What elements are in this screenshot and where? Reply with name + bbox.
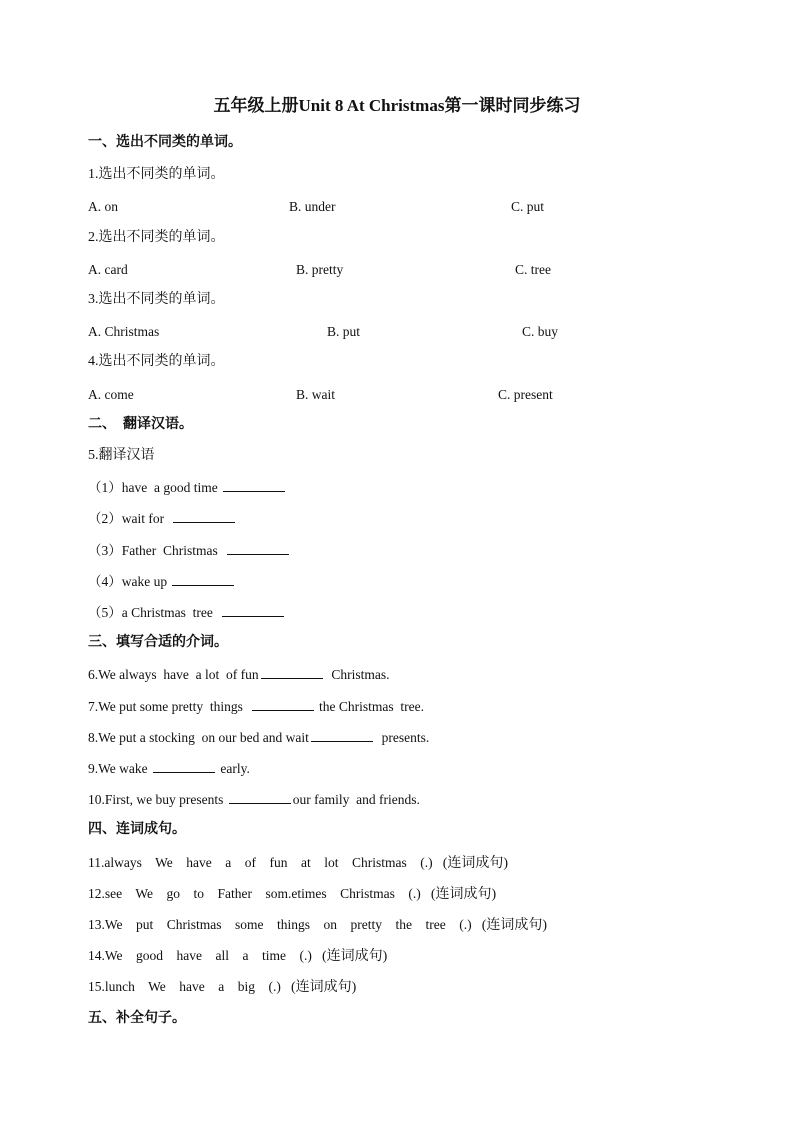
instruction-tag: (连词成句) — [321, 949, 388, 964]
question-stem: 4.选出不同类的单词。 — [88, 354, 225, 369]
answer-blank[interactable] — [153, 760, 215, 773]
section-heading-3: 三、填写合适的介词。 — [88, 635, 228, 650]
instruction-tag: (连词成句) — [430, 887, 497, 902]
answer-blank[interactable] — [173, 510, 235, 523]
word-order-item — [88, 885, 496, 904]
answer-blank[interactable] — [311, 729, 373, 742]
sentence-start: 8.We put a stocking on our bed and wait — [88, 730, 309, 745]
option-a: A. Christmas — [88, 324, 160, 339]
fill-in-sentence — [88, 729, 429, 747]
answer-blank[interactable] — [252, 698, 314, 711]
fill-in-sentence — [88, 666, 390, 684]
question-stem: 5.翻译汉语 — [88, 448, 155, 463]
section-heading-2: 二、 翻译汉语。 — [88, 417, 193, 432]
option-b: B. pretty — [296, 262, 344, 277]
answer-blank[interactable] — [229, 791, 291, 804]
item-text: Father Christmas — [121, 543, 225, 558]
question-stem: 1.选出不同类的单词。 — [88, 167, 225, 182]
scrambled-words: 14.We good have all a time (.) — [88, 948, 312, 963]
option-a: A. card — [88, 262, 128, 277]
option-c: C. present — [498, 387, 553, 402]
item-number: （5） — [88, 605, 122, 620]
translation-item — [88, 542, 291, 560]
sentence-start: 10.First, we buy presents — [88, 792, 227, 807]
word-order-item — [88, 916, 547, 935]
instruction-tag: (连词成句) — [481, 918, 548, 933]
item-number: （4） — [88, 574, 122, 589]
translation-item — [88, 604, 286, 622]
word-order-item — [88, 978, 356, 997]
scrambled-words: 13.We put Christmas some things on pretty the tree (.) — [88, 917, 472, 932]
item-number: （2） — [88, 511, 122, 526]
answer-blank[interactable] — [222, 604, 284, 617]
fill-in-sentence — [88, 760, 250, 778]
sentence-end: Christmas. — [324, 667, 390, 682]
answer-blank[interactable] — [172, 573, 234, 586]
sentence-end: presents. — [374, 730, 430, 745]
sentence-end: early. — [217, 761, 250, 776]
item-text: wake up — [121, 574, 171, 589]
answer-blank[interactable] — [223, 479, 285, 492]
translation-item — [88, 573, 236, 591]
item-text: a Christmas tree — [121, 605, 220, 620]
scrambled-words: 11.always We have a of fun at lot Christmas (.) — [88, 855, 433, 870]
sentence-end: our family and friends. — [292, 792, 420, 807]
option-a: A. come — [88, 387, 134, 402]
option-c: C. put — [511, 199, 545, 214]
word-order-item — [88, 854, 508, 873]
sentence-start: 7.We put some pretty things — [88, 699, 250, 714]
word-order-item — [88, 947, 387, 966]
section-heading-5: 五、补全句子。 — [88, 1011, 186, 1026]
option-c: C. buy — [522, 324, 559, 339]
sentence-start: 6.We always have a lot of fun — [88, 667, 259, 682]
fill-in-sentence — [88, 698, 424, 716]
section-heading-1: 一、选出不同类的单词。 — [88, 135, 242, 150]
instruction-tag: (连词成句) — [442, 856, 509, 871]
page-title: 五年级上册Unit 8 At Christmas第一课时同步练习 — [213, 96, 581, 115]
scrambled-words: 15.lunch We have a big (.) — [88, 979, 281, 994]
option-b: B. put — [327, 324, 361, 339]
option-b: B. under — [289, 199, 336, 214]
question-stem: 3.选出不同类的单词。 — [88, 292, 225, 307]
sentence-start: 9.We wake — [88, 761, 152, 776]
scrambled-words: 12.see We go to Father som.etimes Christmas (.) — [88, 886, 421, 901]
answer-blank[interactable] — [227, 542, 289, 555]
fill-in-sentence — [88, 791, 420, 809]
translation-item — [88, 479, 287, 497]
instruction-tag: (连词成句) — [291, 980, 357, 995]
translation-item — [88, 510, 237, 528]
item-text: wait for — [121, 511, 171, 526]
option-c: C. tree — [515, 262, 551, 277]
option-a: A. on — [88, 199, 118, 214]
question-stem: 2.选出不同类的单词。 — [88, 230, 225, 245]
sentence-end: the Christmas tree. — [315, 699, 425, 714]
option-b: B. wait — [296, 387, 335, 402]
section-heading-4: 四、连词成句。 — [88, 822, 186, 837]
answer-blank[interactable] — [261, 666, 323, 679]
item-number: （3） — [88, 543, 122, 558]
item-number: （1） — [88, 480, 122, 495]
item-text: have a good time — [121, 480, 222, 495]
